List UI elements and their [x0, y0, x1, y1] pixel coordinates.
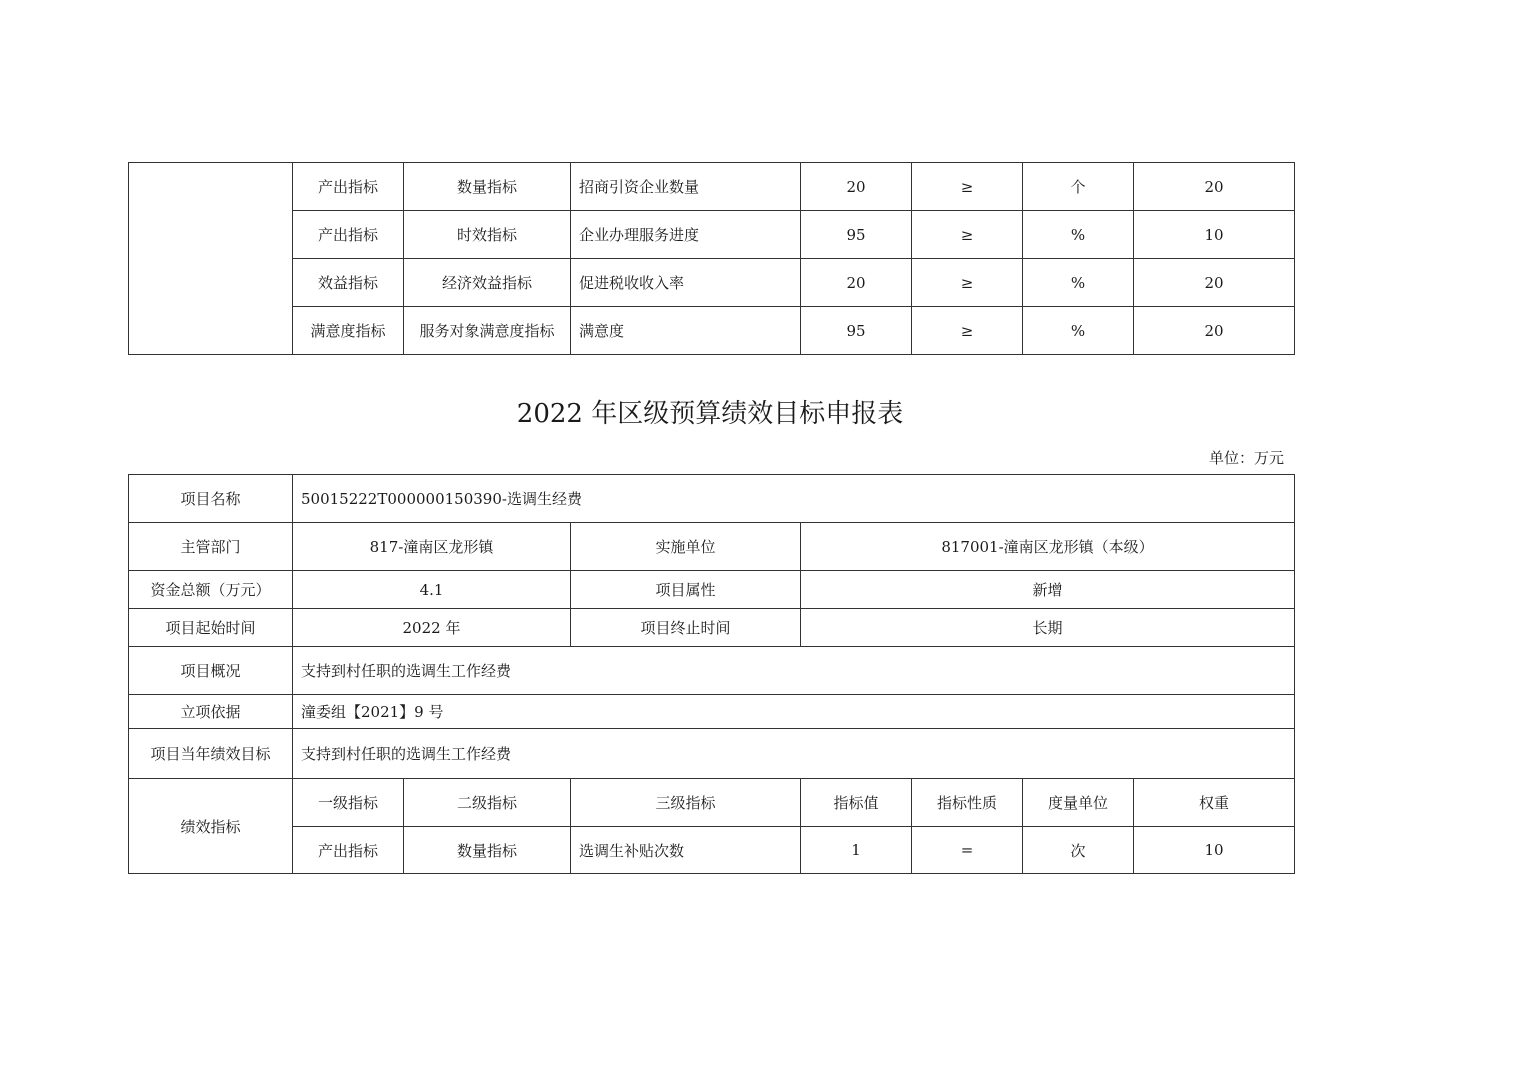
unit-label: 单位：万元: [1208, 449, 1284, 467]
overview-value: 支持到村任职的选调生工作经费: [293, 647, 1295, 695]
table-row: [129, 163, 1295, 211]
level2-cell: 时效指标: [404, 211, 571, 259]
goal-value: 支持到村任职的选调生工作经费: [293, 729, 1295, 779]
time-row: [129, 609, 1295, 647]
level3-cell: 企业办理服务进度: [571, 211, 801, 259]
goal-row: [129, 729, 1295, 779]
unit-cell: 个: [1023, 163, 1134, 211]
start-label: 项目起始时间: [129, 609, 293, 647]
level2-cell: 服务对象满意度指标: [404, 307, 571, 355]
header-unit: 度量单位: [1023, 779, 1134, 827]
weight-cell: 20: [1134, 307, 1295, 355]
weight-cell: 20: [1134, 259, 1295, 307]
start-value: 2022 年: [293, 609, 571, 647]
goal-label: 项目当年绩效目标: [129, 729, 293, 779]
value-cell: 20: [801, 163, 912, 211]
funds-row: [129, 571, 1295, 609]
nature-cell: ≥: [912, 259, 1023, 307]
table-row: [129, 307, 1295, 355]
basis-row: [129, 695, 1295, 729]
level1-cell: 满意度指标: [293, 307, 404, 355]
basis-label: 立项依据: [129, 695, 293, 729]
end-label: 项目终止时间: [571, 609, 801, 647]
department-row: [129, 523, 1295, 571]
nature-cell: ≥: [912, 163, 1023, 211]
nature-cell: ≥: [912, 211, 1023, 259]
header-level3: 三级指标: [571, 779, 801, 827]
level3-cell: 促进税收收入率: [571, 259, 801, 307]
header-nature: 指标性质: [912, 779, 1023, 827]
nature-cell: =: [912, 827, 1023, 874]
level1-cell: 产出指标: [293, 211, 404, 259]
header-value: 指标值: [801, 779, 912, 827]
table-row: [129, 827, 1295, 874]
attr-value: 新增: [801, 571, 1295, 609]
indicator-header-row: [129, 779, 1295, 827]
top-indicator-table: [128, 162, 1295, 355]
level2-cell: 经济效益指标: [404, 259, 571, 307]
unit-cell: %: [1023, 211, 1134, 259]
overview-label: 项目概况: [129, 647, 293, 695]
table-row: [129, 259, 1295, 307]
value-cell: 95: [801, 307, 912, 355]
funds-label: 资金总额（万元）: [129, 571, 293, 609]
table-row: [129, 211, 1295, 259]
level2-cell: 数量指标: [404, 163, 571, 211]
unit-cell: 次: [1023, 827, 1134, 874]
level1-cell: 效益指标: [293, 259, 404, 307]
project-name-row: [129, 475, 1295, 523]
overview-row: [129, 647, 1295, 695]
page-title: 2022 年区级预算绩效目标申报表: [516, 399, 904, 429]
level1-cell: 产出指标: [293, 163, 404, 211]
value-cell: 20: [801, 259, 912, 307]
funds-value: 4.1: [293, 571, 571, 609]
project-name-value: 50015222T000000150390-选调生经费: [293, 475, 1295, 523]
header-weight: 权重: [1134, 779, 1295, 827]
end-value: 长期: [801, 609, 1295, 647]
dept-value: 817-潼南区龙形镇: [293, 523, 571, 571]
level3-cell: 招商引资企业数量: [571, 163, 801, 211]
weight-cell: 10: [1134, 211, 1295, 259]
dept-label: 主管部门: [129, 523, 293, 571]
level2-cell: 数量指标: [404, 827, 571, 874]
weight-cell: 20: [1134, 163, 1295, 211]
level3-cell: 选调生补贴次数: [571, 827, 801, 874]
impl-label: 实施单位: [571, 523, 801, 571]
nature-cell: ≥: [912, 307, 1023, 355]
value-cell: 95: [801, 211, 912, 259]
value-cell: 1: [801, 827, 912, 874]
unit-cell: %: [1023, 259, 1134, 307]
attr-label: 项目属性: [571, 571, 801, 609]
header-level1: 一级指标: [293, 779, 404, 827]
level1-cell: 产出指标: [293, 827, 404, 874]
budget-target-table: [128, 474, 1295, 874]
level3-cell: 满意度: [571, 307, 801, 355]
impl-value: 817001-潼南区龙形镇（本级）: [801, 523, 1295, 571]
project-name-label: 项目名称: [129, 475, 293, 523]
weight-cell: 10: [1134, 827, 1295, 874]
empty-merged-cell: [129, 163, 293, 355]
perf-label: 绩效指标: [129, 779, 293, 874]
unit-cell: %: [1023, 307, 1134, 355]
header-level2: 二级指标: [404, 779, 571, 827]
basis-value: 潼委组【2021】9 号: [293, 695, 1295, 729]
